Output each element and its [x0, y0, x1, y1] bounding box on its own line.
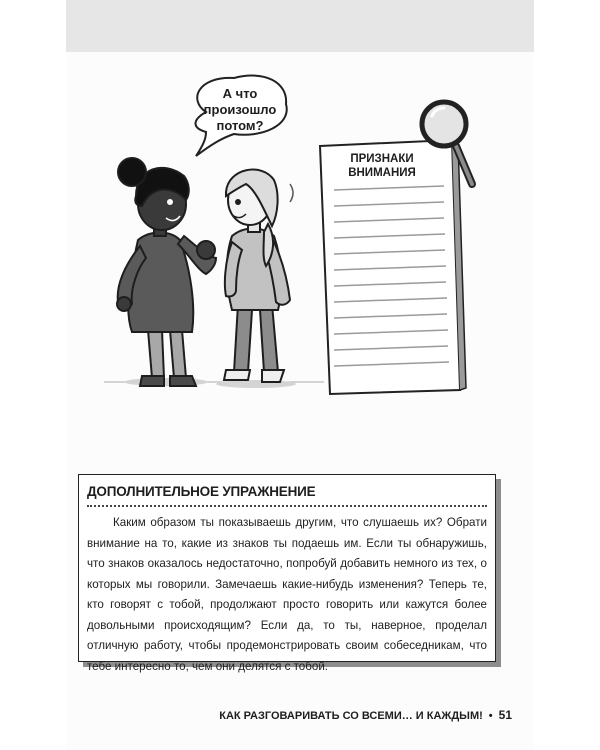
illustration — [66, 60, 534, 470]
bubble-line-1: А что — [222, 86, 258, 101]
footer-separator: • — [488, 710, 493, 722]
poster-title-line-1: ПРИЗНАКИ — [350, 153, 414, 165]
page-top-shadow — [66, 0, 534, 52]
girl-right-shadow — [216, 380, 296, 388]
exercise-body: Каким образом ты показываешь другим, что слушаешь их? Обрати внимание на то, какие из знаков ты подаешь им. Если ты обнаружишь, что знаков оказалось недостаточно, попробуй добавить немного из тех, о которых мы говорили. Замечаешь какие-нибудь изменения? Теперь те, кто говорят с тобой, продолжают просто говорить или кажутся более довольными происходящим? Если да, то ты, наверное, проделал отличную работу, чтобы продемонстрировать своим собеседникам, что тебе интересно то, чем они делятся с тобой. — [87, 516, 487, 673]
exercise-box — [78, 474, 496, 673]
girl-right — [224, 170, 293, 382]
book-page — [66, 0, 534, 750]
page-number: 51 — [498, 708, 512, 722]
page-footer — [219, 708, 512, 722]
exercise-title: ДОПОЛНИТЕЛЬНОЕ УПРАЖНЕНИЕ — [87, 484, 316, 499]
bubble-line-3: потом? — [216, 118, 264, 133]
poster-title-line-2: ВНИМАНИЯ — [348, 167, 416, 179]
bubble-line-2: произошло — [203, 102, 277, 117]
running-title: КАК РАЗГОВАРИВАТЬ СО ВСЕМИ… И КАЖДЫМ! — [219, 710, 483, 722]
girl-left — [117, 158, 216, 386]
exercise-title-divider — [87, 505, 487, 507]
